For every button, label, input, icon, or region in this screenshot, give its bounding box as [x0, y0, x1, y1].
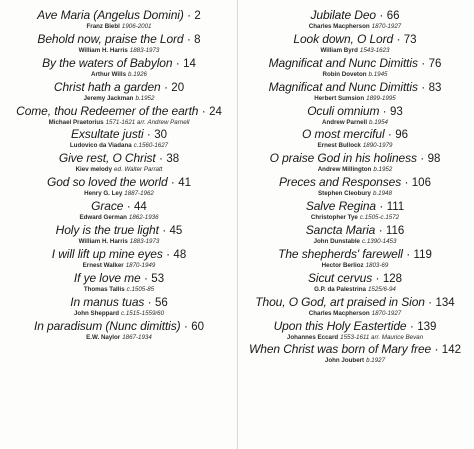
entry-credit [240, 238, 470, 246]
entry-dates: 1899-1995 [366, 94, 396, 102]
entry-title-line [4, 175, 234, 190]
entry-credit [4, 310, 234, 318]
entry-separator: · [198, 103, 210, 118]
entry-page-number: 20 [171, 81, 185, 94]
entry-title: Grace [91, 199, 124, 214]
entry-dates: 1887-1962 [124, 190, 154, 198]
entry-page-number: 142 [441, 344, 461, 357]
entry-composer: William H. Harris [78, 46, 128, 54]
entry-title-line [240, 199, 470, 214]
entry-title: Sicut cervus [307, 270, 373, 285]
entry-title: If ye love me [73, 270, 141, 285]
entry-credit [240, 95, 470, 103]
entry-separator: · [123, 199, 135, 214]
contents-entry [4, 199, 234, 223]
entry-title-line [4, 319, 234, 334]
entry-credit [4, 214, 234, 222]
entry-page-number: 45 [169, 225, 183, 238]
entry-composer: Herbert Sumsion [314, 94, 365, 102]
entry-composer: Charles Macpherson [308, 23, 370, 30]
left-column [4, 8, 234, 342]
contents-entry [4, 56, 234, 80]
contents-entry [4, 175, 234, 199]
entry-separator: · [406, 318, 418, 333]
entry-dates: 1553-1611 arr. Maurice Bevan [340, 333, 424, 341]
contents-entry [240, 80, 470, 104]
entry-title: I will lift up mine eyes [51, 246, 163, 261]
entry-separator: · [401, 175, 412, 190]
entry-title-line [4, 127, 234, 142]
entry-title: When Christ was born of Mary free [249, 342, 432, 357]
entry-separator: · [158, 223, 170, 238]
entry-composer: Andrew Parnell [322, 118, 368, 126]
entry-title-line [240, 32, 470, 47]
entry-credit [4, 262, 234, 270]
entry-page-number: 83 [428, 81, 442, 94]
entry-dates: c.1505-85 [126, 285, 155, 293]
entry-title: By the waters of Babylon [42, 55, 173, 70]
entry-dates: b.1927 [366, 357, 386, 365]
contents-entry [4, 151, 234, 175]
entry-composer: Ludovico da Viadana [69, 142, 132, 150]
entry-title-line [4, 56, 234, 71]
entry-title: O praise God in his holiness [269, 151, 417, 166]
entry-title-line [4, 80, 234, 95]
entry-composer: John Joubert [324, 357, 365, 365]
entry-title-line [4, 8, 234, 23]
entry-composer: Henry G. Ley [84, 190, 123, 198]
entry-credit [240, 357, 470, 365]
entry-title-line [240, 104, 470, 119]
contents-entry [240, 127, 470, 151]
entry-separator: · [376, 8, 387, 22]
entry-page-number: 14 [183, 57, 196, 70]
entry-composer: William H. Harris [78, 238, 128, 246]
entry-credit [4, 142, 234, 150]
contents-entry [240, 104, 470, 128]
entry-dates: 1571-1621 arr. Andrew Parnell [105, 118, 190, 126]
entry-composer: Charles Macpherson [308, 309, 370, 317]
entry-composer: G.P. da Palestrina [314, 285, 366, 293]
entry-dates: 1883-1973 [129, 46, 160, 54]
entry-composer: John Dunstable [313, 238, 360, 246]
contents-entry [4, 127, 234, 151]
entry-separator: · [402, 246, 414, 261]
entry-title: In paradisum (Nunc dimittis) [33, 318, 181, 333]
entry-title: Thou, O God, art praised in Sion [255, 294, 425, 309]
contents-entry [240, 8, 470, 32]
entry-credit [4, 190, 234, 198]
contents-entry [240, 32, 470, 56]
entry-page-number: 96 [395, 129, 408, 142]
entry-credit [240, 262, 470, 270]
entry-composer: Robin Doveton [322, 70, 367, 78]
entry-page-number: 48 [173, 248, 187, 261]
entry-composer: E.W. Naylor [86, 333, 121, 341]
entry-dates: b.1952 [373, 166, 393, 174]
entry-separator: · [417, 55, 429, 70]
entry-title-line [4, 295, 234, 310]
entry-title: Look down, O Lord [293, 31, 394, 46]
entry-dates: ed. Walter Parratt [114, 166, 163, 174]
entry-credit [240, 166, 470, 174]
entry-dates: 1867-1934 [122, 333, 152, 341]
entry-composer: Edward German [79, 214, 127, 222]
contents-entry [4, 295, 234, 319]
entry-separator: · [167, 175, 179, 190]
entry-dates: c.1390-1453 [362, 238, 397, 246]
entry-composer: Thomas Tallis [83, 285, 125, 293]
entry-title-line [4, 199, 234, 214]
entry-credit [240, 286, 470, 294]
entry-separator: · [393, 31, 404, 46]
entry-title: In manus tuas [70, 294, 145, 309]
entry-separator: · [162, 246, 174, 261]
entry-page-number: 60 [191, 320, 205, 333]
entry-page-number: 41 [178, 177, 191, 190]
entry-dates: 1890-1979 [362, 142, 393, 150]
entry-credit [4, 23, 234, 31]
entry-composer: Andrew Millington [317, 166, 372, 174]
entry-page-number: 53 [151, 272, 165, 285]
entry-title: Exsultate justi [70, 127, 144, 142]
contents-entry [4, 104, 234, 128]
contents-entry [240, 271, 470, 295]
entry-page-number: 73 [403, 33, 417, 46]
contents-entry [4, 8, 234, 32]
entry-separator: · [431, 342, 442, 357]
entry-dates: 1870-1949 [125, 261, 156, 269]
contents-entry [240, 342, 470, 366]
entry-credit [240, 214, 470, 222]
entry-title: Come, thou Redeemer of the earth [16, 103, 199, 118]
entry-credit [240, 190, 470, 198]
entry-title-line [240, 319, 470, 334]
entry-title-line [240, 56, 470, 71]
contents-entry [4, 223, 234, 247]
entry-credit [4, 71, 234, 79]
entry-credit [4, 334, 234, 342]
entry-credit [240, 334, 470, 342]
entry-title: The shepherds' farewell [278, 246, 403, 261]
contents-entry [240, 247, 470, 271]
entry-credit [4, 166, 234, 174]
entry-composer: Hector Berlioz [321, 261, 364, 269]
entry-separator: · [375, 223, 386, 238]
entry-title: Sancta Maria [305, 223, 376, 238]
entry-dates: b.1954 [369, 118, 388, 126]
entry-composer: Jeremy Jackman [83, 94, 134, 102]
entry-title-line [4, 223, 234, 238]
contents-entry [240, 175, 470, 199]
entry-credit [240, 142, 470, 150]
entry-credit [4, 95, 234, 103]
entry-dates: 1870-1927 [371, 23, 402, 30]
entry-page-number: 24 [209, 105, 222, 118]
entry-composer: Michael Praetorius [48, 118, 104, 126]
entry-dates: c.1505-c.1572 [359, 214, 400, 222]
entry-title-line [240, 223, 470, 238]
entry-separator: · [183, 31, 195, 46]
entry-page-number: 8 [194, 33, 201, 46]
entry-page-number: 119 [413, 248, 432, 261]
contents-entry [4, 319, 234, 343]
entry-page-number: 93 [390, 105, 403, 118]
entry-dates: 1906-2001 [121, 23, 152, 30]
entry-title-line [240, 247, 470, 262]
entry-composer: Franz Biebl [86, 23, 120, 30]
entry-credit [240, 310, 470, 318]
entry-title: O most merciful [302, 127, 385, 142]
entry-page-number: 30 [154, 129, 167, 142]
entry-composer: Ernest Bullock [317, 142, 361, 150]
entry-separator: · [424, 294, 436, 309]
entry-title-line [4, 271, 234, 286]
entry-title: Holy is the true light [55, 223, 159, 238]
contents-entry [240, 56, 470, 80]
entry-page-number: 106 [411, 177, 431, 190]
entry-title: Magnificat and Nunc Dimittis [268, 79, 418, 94]
entry-page-number: 98 [427, 153, 441, 166]
entry-separator: · [143, 127, 155, 142]
entry-title: Jubilate Deo [310, 8, 377, 22]
entry-title-line [4, 247, 234, 262]
entry-title: Preces and Responses [279, 175, 402, 190]
entry-title: Give rest, O Christ [58, 151, 156, 166]
entry-separator: · [183, 8, 195, 22]
contents-entry [240, 199, 470, 223]
entry-credit [4, 47, 234, 55]
contents-entry [4, 32, 234, 56]
entry-title: Magnificat and Nunc Dimittis [268, 55, 418, 70]
entry-title-line [4, 151, 234, 166]
entry-composer: Ernest Walker [82, 261, 124, 269]
entry-dates: 1883-1973 [129, 238, 160, 246]
entry-title-line [240, 295, 470, 310]
right-column [240, 8, 470, 366]
entry-page-number: 116 [385, 225, 405, 238]
entry-separator: · [155, 151, 167, 166]
contents-entry [240, 319, 470, 343]
entry-credit [240, 23, 470, 31]
entry-title-line [4, 32, 234, 47]
entry-separator: · [379, 103, 391, 118]
contents-entry [240, 151, 470, 175]
entry-separator: · [140, 270, 152, 285]
entry-credit [240, 119, 470, 127]
contents-entry [240, 223, 470, 247]
entry-credit [240, 71, 470, 79]
contents-entry [4, 271, 234, 295]
entry-composer: Arthur Wills [91, 70, 127, 78]
entry-composer: Johannes Eccard [286, 333, 339, 341]
entry-separator: · [372, 270, 383, 285]
contents-entry [240, 295, 470, 319]
entry-page-number: 139 [417, 320, 437, 333]
entry-composer: John Sheppard [73, 309, 120, 317]
column-divider [237, 0, 238, 449]
entry-page-number: 2 [194, 10, 201, 22]
contents-entry [4, 80, 234, 104]
entry-dates: b.1945 [368, 70, 388, 78]
entry-page-number: 66 [386, 10, 400, 22]
entry-separator: · [180, 318, 192, 333]
entry-dates: 1803-69 [365, 261, 389, 269]
entry-title-line [240, 175, 470, 190]
entry-composer: Stephen Cleobury [318, 190, 371, 198]
contents-entry [4, 247, 234, 271]
entry-dates: 1862-1936 [128, 214, 159, 222]
entry-separator: · [144, 294, 155, 309]
entry-dates: c.1515-1559/60 [121, 309, 165, 317]
entry-title: Salve Regina [305, 199, 377, 214]
entry-dates: 1525/6-94 [367, 285, 396, 293]
entry-title: Behold now, praise the Lord [37, 31, 184, 46]
entry-separator: · [416, 151, 428, 166]
entry-credit [4, 119, 234, 127]
entry-page-number: 111 [386, 201, 405, 214]
entry-composer: Christopher Tye [310, 214, 358, 222]
entry-title-line [240, 271, 470, 286]
entry-credit [240, 47, 470, 55]
entry-title-line [240, 342, 470, 357]
entry-separator: · [160, 79, 172, 94]
entry-page-number: 128 [382, 272, 402, 285]
entry-composer: Kiev melody [75, 166, 113, 174]
entry-page-number: 38 [166, 153, 180, 166]
entry-separator: · [417, 79, 429, 94]
entry-credit [4, 286, 234, 294]
entry-page-number: 134 [435, 296, 455, 309]
entry-title-line [240, 151, 470, 166]
entry-credit [4, 238, 234, 246]
entry-dates: b.1948 [373, 190, 392, 198]
entry-title-line [4, 104, 234, 119]
entry-page-number: 56 [154, 296, 168, 309]
entry-dates: b.1952 [135, 94, 155, 102]
entry-dates: b.1926 [128, 70, 147, 78]
entry-separator: · [172, 55, 184, 70]
entry-separator: · [376, 199, 387, 214]
entry-composer: William Byrd [320, 46, 358, 54]
entry-page-number: 76 [428, 57, 442, 70]
entry-title-line [240, 80, 470, 95]
entry-title: God so loved the world [46, 175, 168, 190]
entry-title-line [240, 127, 470, 142]
entry-dates: 1870-1927 [371, 309, 402, 317]
entry-dates: c.1560-1627 [133, 142, 169, 150]
entry-dates: 1543-1623 [359, 46, 390, 54]
entry-title-line [240, 8, 470, 23]
entry-page-number: 44 [134, 201, 147, 214]
entry-title: Oculi omnium [307, 103, 380, 118]
entry-separator: · [384, 127, 396, 142]
entry-title: Christ hath a garden [53, 79, 161, 94]
entry-title: Ave Maria (Angelus Domini) [37, 8, 184, 22]
entry-title: Upon this Holy Eastertide [273, 318, 407, 333]
